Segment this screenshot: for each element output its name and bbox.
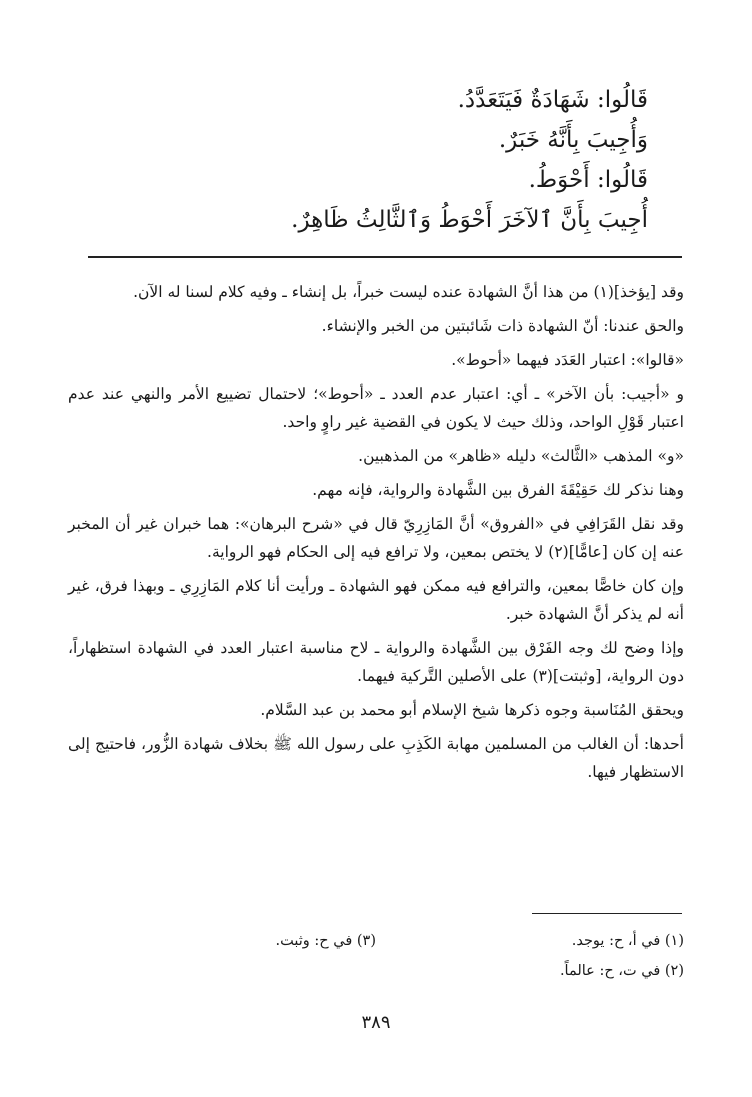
- paragraph: ويحقق المُنَاسبة وجوه ذكرها شيخ الإسلام أبو محمد بن عبد السَّلام.: [260, 701, 684, 719]
- paragraph: وإذا وضح لك وجه الفَرْق بين الشَّهادة والرواية ـ لاح مناسبة اعتبار العدد في الشهادة استظهاراً، دون الرواية، [وثبتت](٣) على الأصلين التَّركية فيهما.: [68, 639, 684, 685]
- verse-line: وَأُجِيبَ بِأَنَّهُ خَبَرٌ.: [498, 127, 648, 153]
- footnote: (٢) في ت، ح: عالماً.: [559, 963, 684, 979]
- paragraph: والحق عندنا: أنّ الشهادة ذات شَائبتين من الخبر والإنشاء.: [321, 317, 684, 335]
- page-number: ٣٨٩: [361, 1012, 391, 1033]
- footnote: (١) في أ، ح: يوجد.: [571, 933, 684, 949]
- footnote-divider: [532, 913, 682, 914]
- paragraph: و «أجيب: بأن الآخر» ـ أي: اعتبار عدم العدد ـ «أحوط»؛ لاحتمال تضييع الأمر والنهي عند عدم اعتبار قَوْلِ الواحد، وذلك حيث لا يكون في القضية غير راوٍ واحد.: [68, 385, 684, 431]
- paragraph: وقد نقل القَرَافِي في «الفروق» أنَّ المَازِرِيّ قال في «شرح البرهان»: هما خبران غير أن المخبر عنه إن كان [عامًّا](٢) لا يختص بمعين، ولا ترافع فيه إلى الحكام فهو الرواية.: [68, 515, 684, 561]
- footnote: (٣) في ح: وثبت.: [275, 933, 376, 949]
- paragraph: وهنا نذكر لك حَقِيْقَةَ الفرق بين الشَّهادة والرواية، فإنه مهم.: [312, 481, 684, 499]
- verse-line: قَالُوا: شَهَادَةٌ فَيَتَعَدَّدُ.: [457, 87, 648, 113]
- footnotes: [68, 926, 684, 986]
- paragraph: وقد [يؤخذ](١) من هذا أنَّ الشهادة عنده ليست خبراً، بل إنشاء ـ وفيه كلام لسنا له الآن.: [133, 283, 684, 301]
- paragraph: وإن كان خاصًّا بمعين، والترافع فيه ممكن فهو الشهادة ـ ورأيت أنا كلام المَازِرِي ـ وبهذا فرق، غير أنه لم يذكر أنَّ الشهادة خبر.: [68, 577, 684, 623]
- verse-line: قَالُوا: أَحْوَطُ.: [528, 167, 648, 193]
- paragraph: أحدها: أن الغالب من المسلمين مهابة الكَذِبِ على رسول الله ﷺ بخلاف شهادة الزُّور، فاحتيج إلى الاستظهار فيها.: [68, 735, 684, 781]
- verse-line: أُجِيبَ بِأَنَّ ٱلآخَرَ أَحْوَطُ وَٱلثَّالِثُ ظَاهِرٌ.: [291, 207, 648, 233]
- paragraph: «و» المذهب «الثَّالث» دليله «ظاهر» من المذهبين.: [358, 447, 684, 465]
- paragraph: «قالوا»: اعتبار العَدَد فيهما «أحوط».: [451, 351, 684, 369]
- commentary-body: [68, 278, 684, 792]
- verse-block: [88, 80, 648, 240]
- section-divider: [88, 256, 682, 258]
